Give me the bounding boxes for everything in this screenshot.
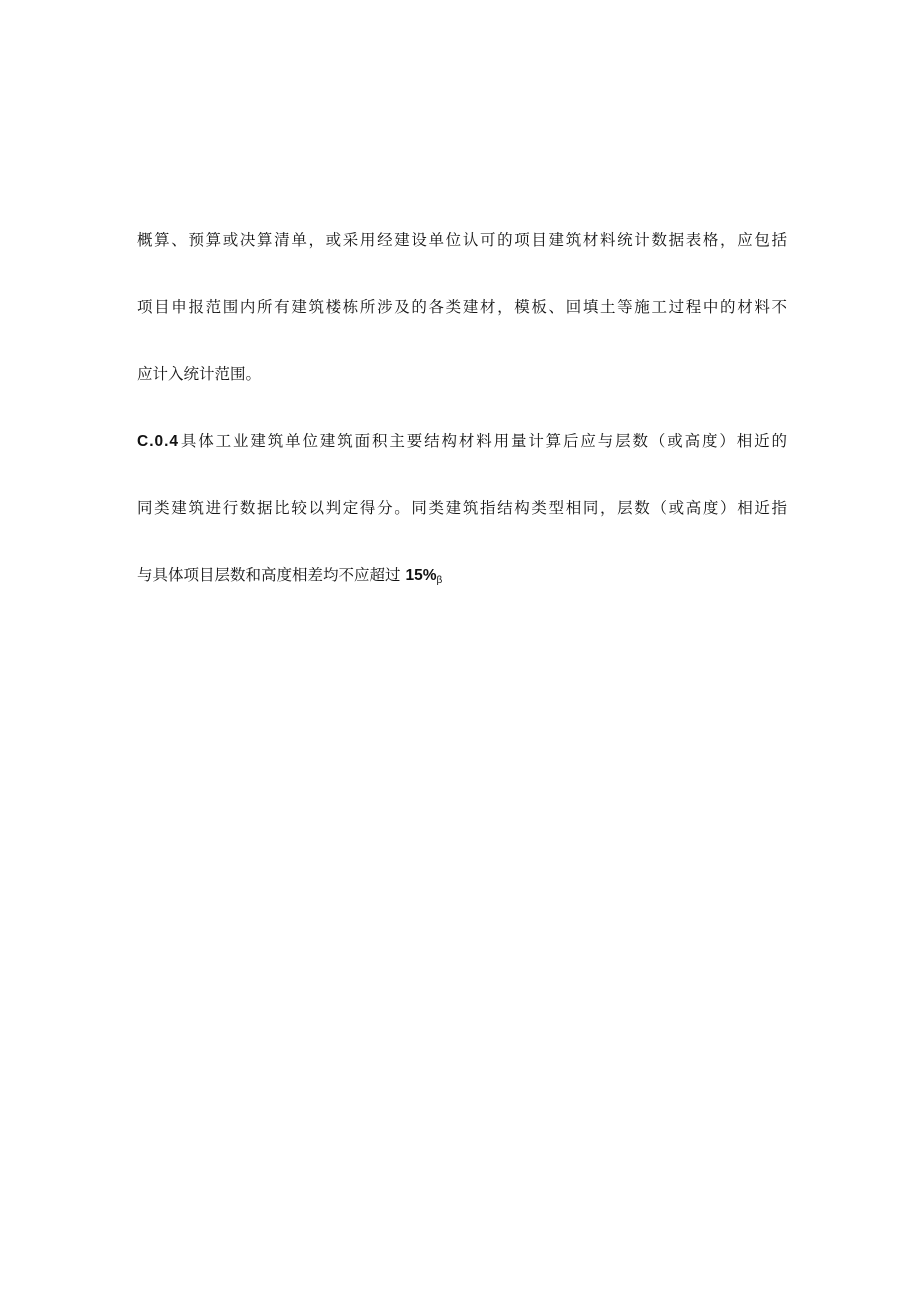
line-text: 具体工业建筑单位建筑面积主要结构材料用量计算后应与层数（或高度）相近的 xyxy=(179,432,787,450)
percentage-value: 15% xyxy=(405,567,437,584)
paragraph-line-3 xyxy=(137,363,787,385)
clause-line-3 xyxy=(137,564,787,586)
line-text: 概算、预算或决算清单，或采用经建设单位认可的项目建筑材料统计数据表格，应包括 xyxy=(137,231,787,249)
line-text: 同类建筑进行数据比较以判定得分。同类建筑指结构类型相同，层数（或高度）相近指 xyxy=(137,499,787,517)
clause-number: C.0.4 xyxy=(137,433,180,450)
document-body xyxy=(137,229,787,586)
paragraph-line-1 xyxy=(137,229,787,251)
line-text: 与具体项目层数和高度相差均不应超过 xyxy=(137,566,401,584)
clause-line-2 xyxy=(137,497,787,519)
clause-line-1 xyxy=(137,430,787,452)
paragraph-line-2 xyxy=(137,296,787,318)
line-text: 项目申报范围内所有建筑楼栋所涉及的各类建材，模板、回填土等施工过程中的材料不 xyxy=(137,298,787,316)
line-text: 应计入统计范围。 xyxy=(137,365,262,383)
trailing-mark: β xyxy=(436,575,443,586)
